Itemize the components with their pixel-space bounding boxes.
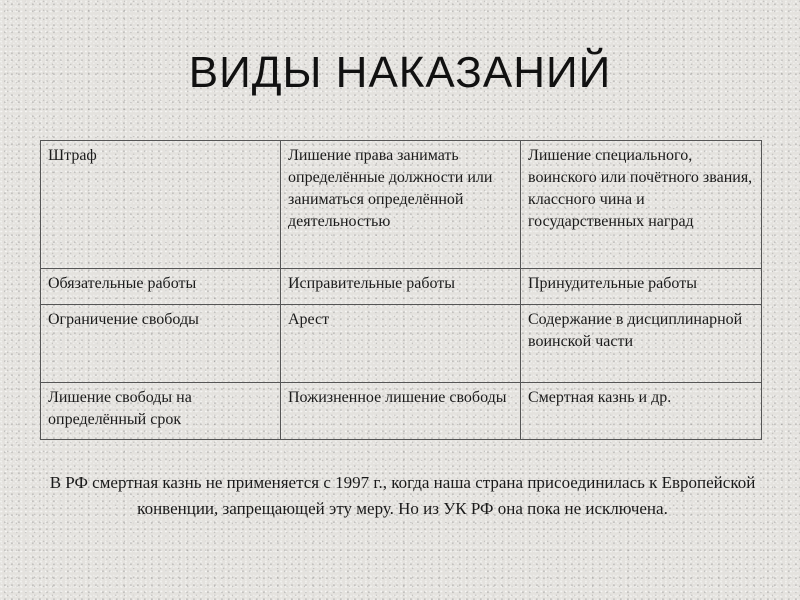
- table-row: [41, 141, 762, 269]
- table-cell-forced-labor: Принудительные работы: [521, 269, 762, 305]
- table-row: [41, 305, 762, 383]
- table-cell-correctional-work: Исправительные работы: [281, 269, 521, 305]
- table-cell-arrest: Арест: [281, 305, 521, 383]
- table-cell-imprisonment: Лишение свободы на определённый срок: [41, 383, 281, 440]
- table-cell-life-imprisonment: Пожизненное лишение свободы: [281, 383, 521, 440]
- table-cell-fine: Штраф: [41, 141, 281, 269]
- slide-title: ВИДЫ НАКАЗАНИЙ: [188, 48, 612, 97]
- table-cell-death-penalty: Смертная казнь и др.: [521, 383, 762, 440]
- table-row: [41, 383, 762, 440]
- table-cell-deprivation-of-right: Лишение права занимать определённые должности или заниматься определённой деятельностью: [281, 141, 521, 269]
- table-cell-mandatory-work: Обязательные работы: [41, 269, 281, 305]
- table-cell-restriction-of-freedom: Ограничение свободы: [41, 305, 281, 383]
- table-cell-disciplinary-military-unit: Содержание в дисциплинарной воинской части: [521, 305, 762, 383]
- punishments-table: [40, 140, 762, 440]
- footnote: В РФ смертная казнь не применяется с 1997 г., когда наша страна присоединилась к Европейской конвенции, запрещающей эту меру. Но из УК РФ она пока не исключена.: [49, 473, 756, 518]
- table-row: [41, 269, 762, 305]
- table-cell-deprivation-of-rank: Лишение специального, воинского или почётного звания, классного чина и государственных наград: [521, 141, 762, 269]
